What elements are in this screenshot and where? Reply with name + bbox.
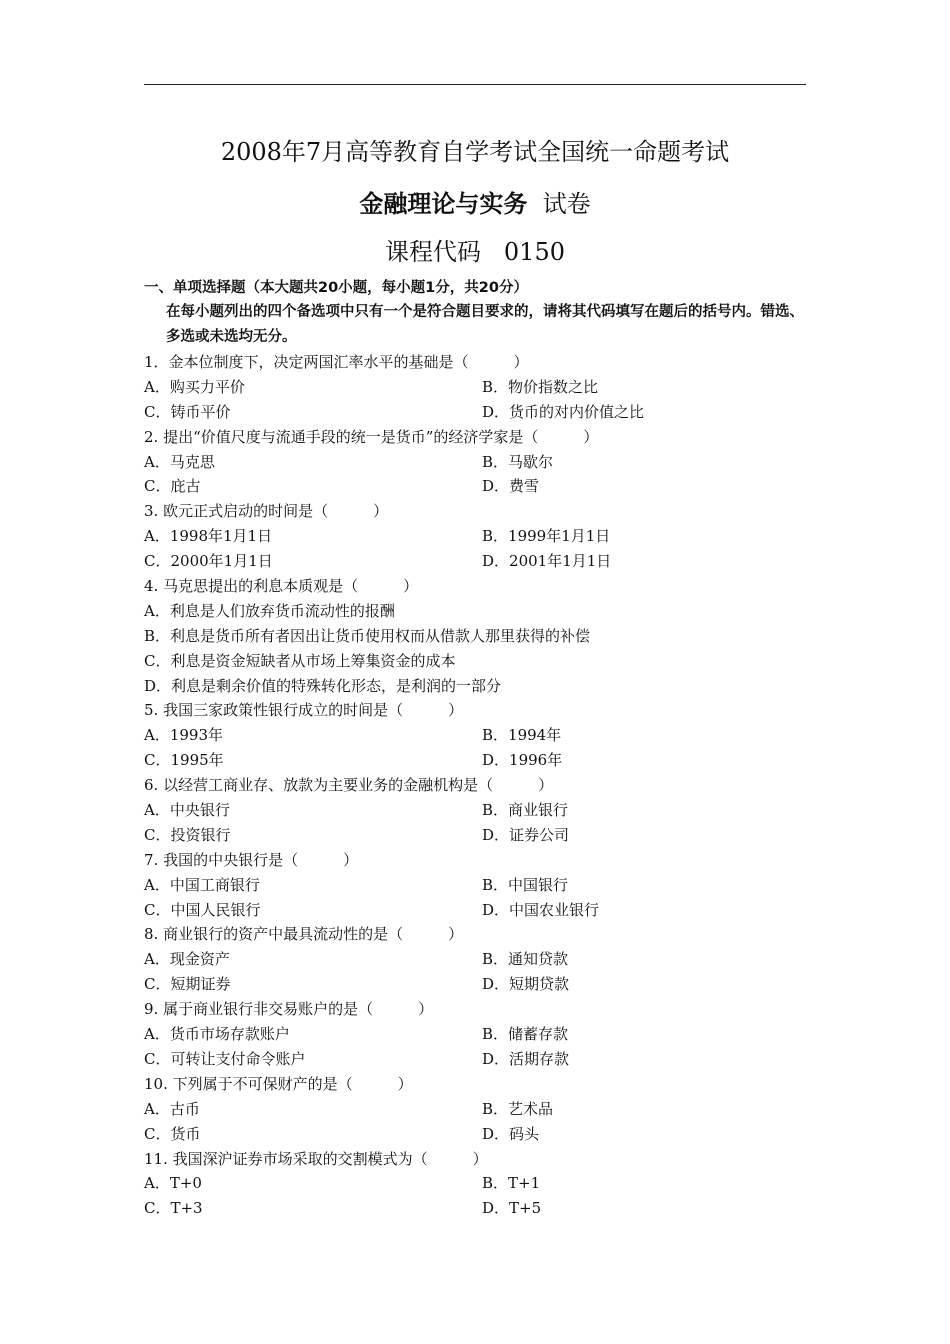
option-d: D．短期贷款	[482, 975, 570, 994]
exam-content	[144, 276, 814, 1221]
option-b: B．商业银行	[482, 801, 569, 820]
question-stem: 10. 下列属于不可保财产的是（ ）	[144, 1074, 413, 1093]
option-a: A．中国工商银行	[144, 875, 260, 894]
option-d: D．活期存款	[482, 1049, 570, 1068]
option-row	[144, 1171, 814, 1196]
option-b: B．储蓄存款	[482, 1025, 569, 1044]
option-d: D．T+5	[482, 1199, 542, 1218]
option-d: D．2001年1月1日	[482, 552, 612, 571]
option-b: B．马歇尔	[482, 452, 554, 471]
option-a: A．1998年1月1日	[144, 527, 273, 546]
option-row	[144, 898, 814, 923]
question-stem: 7. 我国的中央银行是（ ）	[144, 850, 359, 869]
course-code-label: 课程代码	[385, 238, 482, 266]
option-row	[144, 450, 814, 475]
option-c: C．投资银行	[144, 825, 231, 844]
option-a: A．现金资产	[144, 950, 230, 969]
question-stem: 5. 我国三家政策性银行成立的时间是（ ）	[144, 701, 464, 720]
paper-label: 试卷	[542, 190, 591, 218]
option-row	[144, 400, 814, 425]
option-c: C．中国人民银行	[144, 900, 261, 919]
question-stem: 2. 提出“价值尺度与流通手段的统一是货币”的经济学家是（ ）	[144, 427, 599, 446]
option-c: C．1995年	[144, 751, 224, 770]
option-a: A．利息是人们放弃货币流动性的报酬	[144, 601, 395, 620]
option-row	[144, 947, 814, 972]
option-row	[144, 823, 814, 848]
question-stem: 4. 马克思提出的利息本质观是（ ）	[144, 577, 419, 596]
option-row	[144, 1196, 814, 1221]
question-stem: 1．金本位制度下，决定两国汇率水平的基础是（ ）	[144, 353, 529, 371]
option-a: A．T+0	[144, 1174, 202, 1193]
option-b: B．1999年1月1日	[482, 527, 611, 546]
option-b: B．T+1	[482, 1174, 541, 1193]
option-b: B．利息是货币所有者因出让货币使用权而从借款人那里获得的补偿	[144, 626, 591, 645]
course-code-value: 0150	[503, 238, 565, 266]
option-c: C．2000年1月1日	[144, 552, 273, 571]
option-d: D．证券公司	[482, 825, 570, 844]
question-stem: 11. 我国深沪证券市场采取的交割模式为（ ）	[144, 1149, 488, 1168]
option-row	[144, 1022, 814, 1047]
question-stem: 9. 属于商业银行非交易账户的是（ ）	[144, 1000, 434, 1019]
option-c: C．可转让支付命令账户	[144, 1049, 306, 1068]
option-row	[144, 474, 814, 499]
option-row	[144, 972, 814, 997]
option-a: A．古币	[144, 1099, 200, 1118]
question-stem: 8. 商业银行的资产中最具流动性的是（ ）	[144, 925, 464, 944]
option-b: B．艺术品	[482, 1099, 554, 1118]
option-b: B．中国银行	[482, 875, 569, 894]
question-stem: 3. 欧元正式启动的时间是（ ）	[144, 502, 389, 521]
option-row	[144, 798, 814, 823]
option-b: B．通知贷款	[482, 950, 569, 969]
option-row	[144, 748, 814, 773]
option-row	[144, 1097, 814, 1122]
header-rule	[144, 84, 806, 85]
option-row	[144, 375, 814, 400]
option-d: D．利息是剩余价值的特殊转化形态，是利润的一部分	[144, 676, 502, 695]
option-c: C．货币	[144, 1124, 201, 1143]
option-d: D．货币的对内价值之比	[482, 402, 645, 421]
section-title: 一、单项选择题（本大题共20小题，每小题1分，共20分）	[144, 280, 528, 296]
option-a: A．中央银行	[144, 801, 230, 820]
option-c: C．利息是资金短缺者从市场上筹集资金的成本	[144, 651, 456, 670]
option-row	[144, 873, 814, 898]
paper-title	[0, 184, 950, 219]
course-code	[0, 232, 950, 267]
option-a: A．马克思	[144, 452, 215, 471]
option-c: C．铸币平价	[144, 402, 231, 421]
option-c: C．庇古	[144, 477, 201, 496]
subject-name: 金融理论与实务	[359, 190, 528, 218]
option-d: D．1996年	[482, 751, 563, 770]
option-row	[144, 1047, 814, 1072]
option-row	[144, 549, 814, 574]
option-a: A．1993年	[144, 726, 224, 745]
option-row	[144, 723, 814, 748]
option-d: D．费雪	[482, 477, 540, 496]
option-c: C．短期证券	[144, 975, 231, 994]
section-instructions: 在每小题列出的四个备选项中只有一个是符合题目要求的，请将其代码填写在题后的括号内。错选、多选或未选均无分。	[166, 304, 804, 345]
option-a: A．货币市场存款账户	[144, 1025, 290, 1044]
option-a: A．购买力平价	[144, 377, 245, 396]
option-d: D．码头	[482, 1124, 540, 1143]
option-c: C．T+3	[144, 1199, 203, 1218]
question-stem: 6. 以经营工商业存、放款为主要业务的金融机构是（ ）	[144, 776, 554, 795]
option-b: B．1994年	[482, 726, 562, 745]
option-row	[144, 1122, 814, 1147]
option-row	[144, 524, 814, 549]
option-d: D．中国农业银行	[482, 900, 600, 919]
exam-title: 2008年7月高等教育自学考试全国统一命题考试	[220, 138, 730, 166]
option-b: B．物价指数之比	[482, 377, 599, 396]
